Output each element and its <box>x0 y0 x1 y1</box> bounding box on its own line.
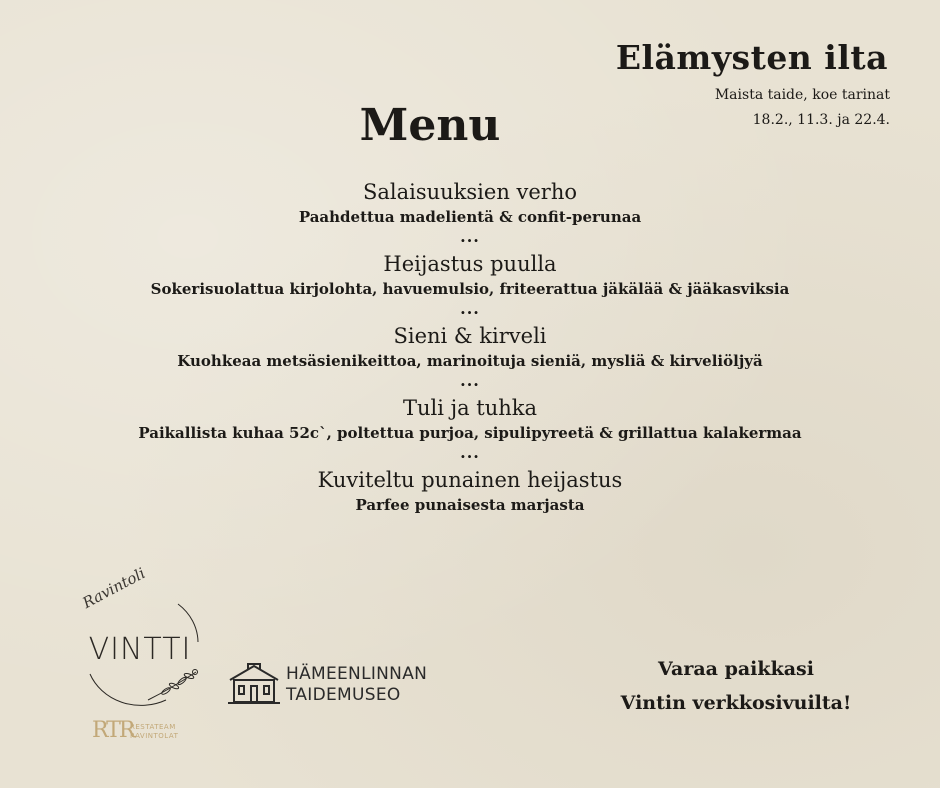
course-separator: ... <box>460 443 480 462</box>
course-list <box>0 178 940 516</box>
course-separator: ... <box>460 299 480 318</box>
event-dates: 18.2., 11.3. ja 22.4. <box>752 112 890 128</box>
course-5 <box>0 466 940 516</box>
course-name: Kuviteltu punainen heijastus <box>317 468 623 492</box>
rtr-mark: RTR <box>92 718 134 743</box>
course-description: Paikallista kuhaa 52c`, poltettua purjoa, sipulipyreetä & grillattua kalakermaa <box>138 424 802 442</box>
course-name: Heijastus puulla <box>383 252 557 276</box>
rtr-logo <box>92 716 202 750</box>
event-subtitle: Maista taide, koe tarinat <box>714 87 890 103</box>
vintti-script-text: Ravintoli <box>79 564 149 612</box>
course-description: Paahdettua madelientä & confit-perunaa <box>298 208 642 226</box>
course-separator: ... <box>460 371 480 390</box>
booking-call-to-action <box>606 652 866 720</box>
course-4 <box>0 394 940 444</box>
museum-line1: HÄMEENLINNAN <box>286 664 428 684</box>
rtr-line1: RESTATEAM <box>130 723 176 731</box>
course-separator: ... <box>460 227 480 246</box>
course-name: Salaisuuksien verho <box>362 180 578 204</box>
museum-name <box>286 664 427 706</box>
course-description: Parfee punaisesta marjasta <box>355 496 585 514</box>
vintti-logo <box>74 564 204 708</box>
course-name: Sieni & kirveli <box>393 324 547 348</box>
menu-title-text: Menu <box>359 100 501 151</box>
course-3 <box>0 322 940 372</box>
cta-line2: Vintin verkkosivuilta! <box>620 692 852 714</box>
course-2 <box>0 250 940 300</box>
museum-logo <box>226 660 446 710</box>
event-title: Elämysten ilta <box>615 38 888 77</box>
museum-building-icon <box>226 660 282 706</box>
museum-line2: TAIDEMUSEO <box>286 685 401 705</box>
rtr-subtitle <box>130 723 178 741</box>
menu-title <box>0 100 940 151</box>
course-description: Sokerisuolattua kirjolohta, havuemulsio, friteerattua jäkälää & jääkasviksia <box>150 280 790 298</box>
course-name: Tuli ja tuhka <box>402 396 538 420</box>
cta-line1: Varaa paikkasi <box>658 658 814 680</box>
rtr-line2: RAVINTOLAT <box>130 732 179 740</box>
course-1 <box>0 178 940 228</box>
vintti-name: VINTTI <box>88 632 192 667</box>
course-description: Kuohkeaa metsäsienikeittoa, marinoituja sieniä, mysliä & kirveliöljyä <box>177 352 763 370</box>
